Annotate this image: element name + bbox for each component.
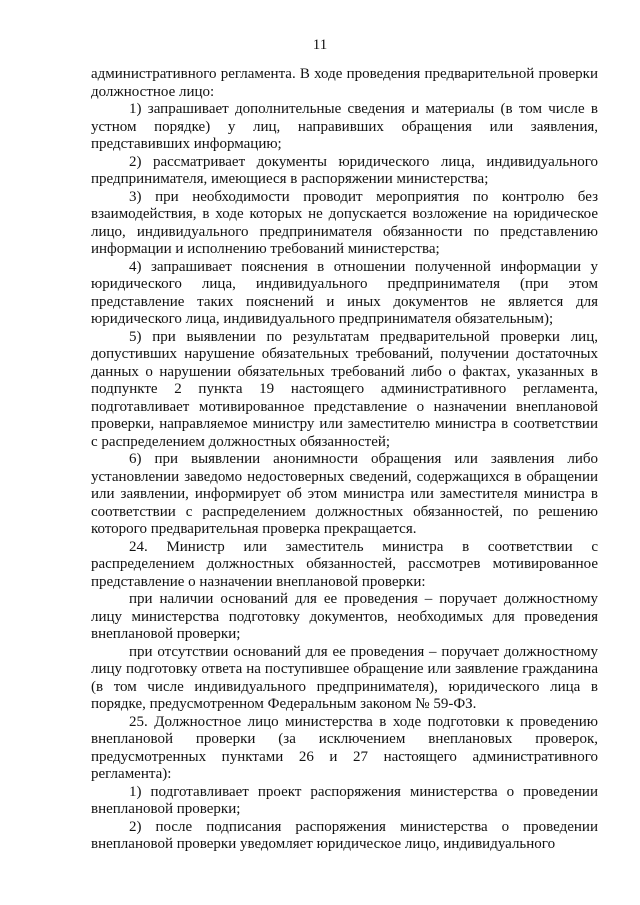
clause-24-option-grounds: при наличии оснований для ее проведения – поручает должностному лицу министерства подготовку документов, необходимых для проведения внеплановой проверки; (91, 591, 598, 642)
list-item-3: 3) при необходимости проводит мероприятия по контролю без взаимодействия, в ходе которых не допускается возложение на юридическое лицо, индивидуального предпринимателя обязанности по представлению информации и исполнению требований министерства; (91, 188, 598, 257)
clause-25-item-1: 1) подготавливает проект распоряжения министерства о проведении внеплановой проверки; (91, 783, 598, 817)
list-item-4: 4) запрашивает пояснения в отношении полученной информации у юридического лица, индивидуального предпринимателя (при этом представление таких пояснений и иных документов не является для юридического лица, индивидуального предпринимателя обязательным); (91, 258, 598, 327)
document-body (91, 66, 598, 854)
list-item-5: 5) при выявлении по результатам предварительной проверки лиц, допустивших нарушение обязательных требований, получении достаточных данных о нарушении обязательных требований либо о фактах, указанных в подпункте 2 пункта 19 настоящего административного регламента, подготавливает мотивированное представление о назначении внеплановой проверки, направляемое министру или заместителю министра в соответствии с распределением должностных обязанностей; (91, 328, 598, 450)
clause-25: 25. Должностное лицо министерства в ходе подготовки к проведению внеплановой проверки (за исключением внеплановых проверок, предусмотренных пунктами 26 и 27 настоящего административного регламента): (91, 713, 598, 782)
clause-25-item-2: 2) после подписания распоряжения министерства о проведении внеплановой проверки уведомляет юридическое лицо, индивидуального (91, 818, 598, 852)
list-item-2: 2) рассматривает документы юридического лица, индивидуального предпринимателя, имеющиеся в распоряжении министерства; (91, 153, 598, 187)
clause-24-option-no-grounds: при отсутствии оснований для ее проведения – поручает должностному лицу подготовку ответа на поступившее обращение или заявление гражданина (в том числе индивидуального предпринимателя), юридического лица в порядке, предусмотренном Федеральным законом № 59-ФЗ. (91, 643, 598, 712)
list-item-6: 6) при выявлении анонимности обращения или заявления либо установлении заведомо недостоверных сведений, содержащихся в обращении или заявлении, информирует об этом министра или заместителя министра в соответствии с распределением должностных обязанностей, по решению которого предварительная проверка прекращается. (91, 451, 598, 537)
clause-24: 24. Министр или заместитель министра в соответствии с распределением должностных обязанностей, рассмотрев мотивированное представление о назначении внеплановой проверки: (91, 538, 598, 590)
page-number: 11 (312, 37, 328, 53)
paragraph-continuation: административного регламента. В ходе проведения предварительной проверки должностное лицо: (91, 66, 598, 100)
list-item-1: 1) запрашивает дополнительные сведения и материалы (в том числе в устном порядке) у лиц, направивших обращения или заявления, представивших информацию; (91, 101, 598, 152)
